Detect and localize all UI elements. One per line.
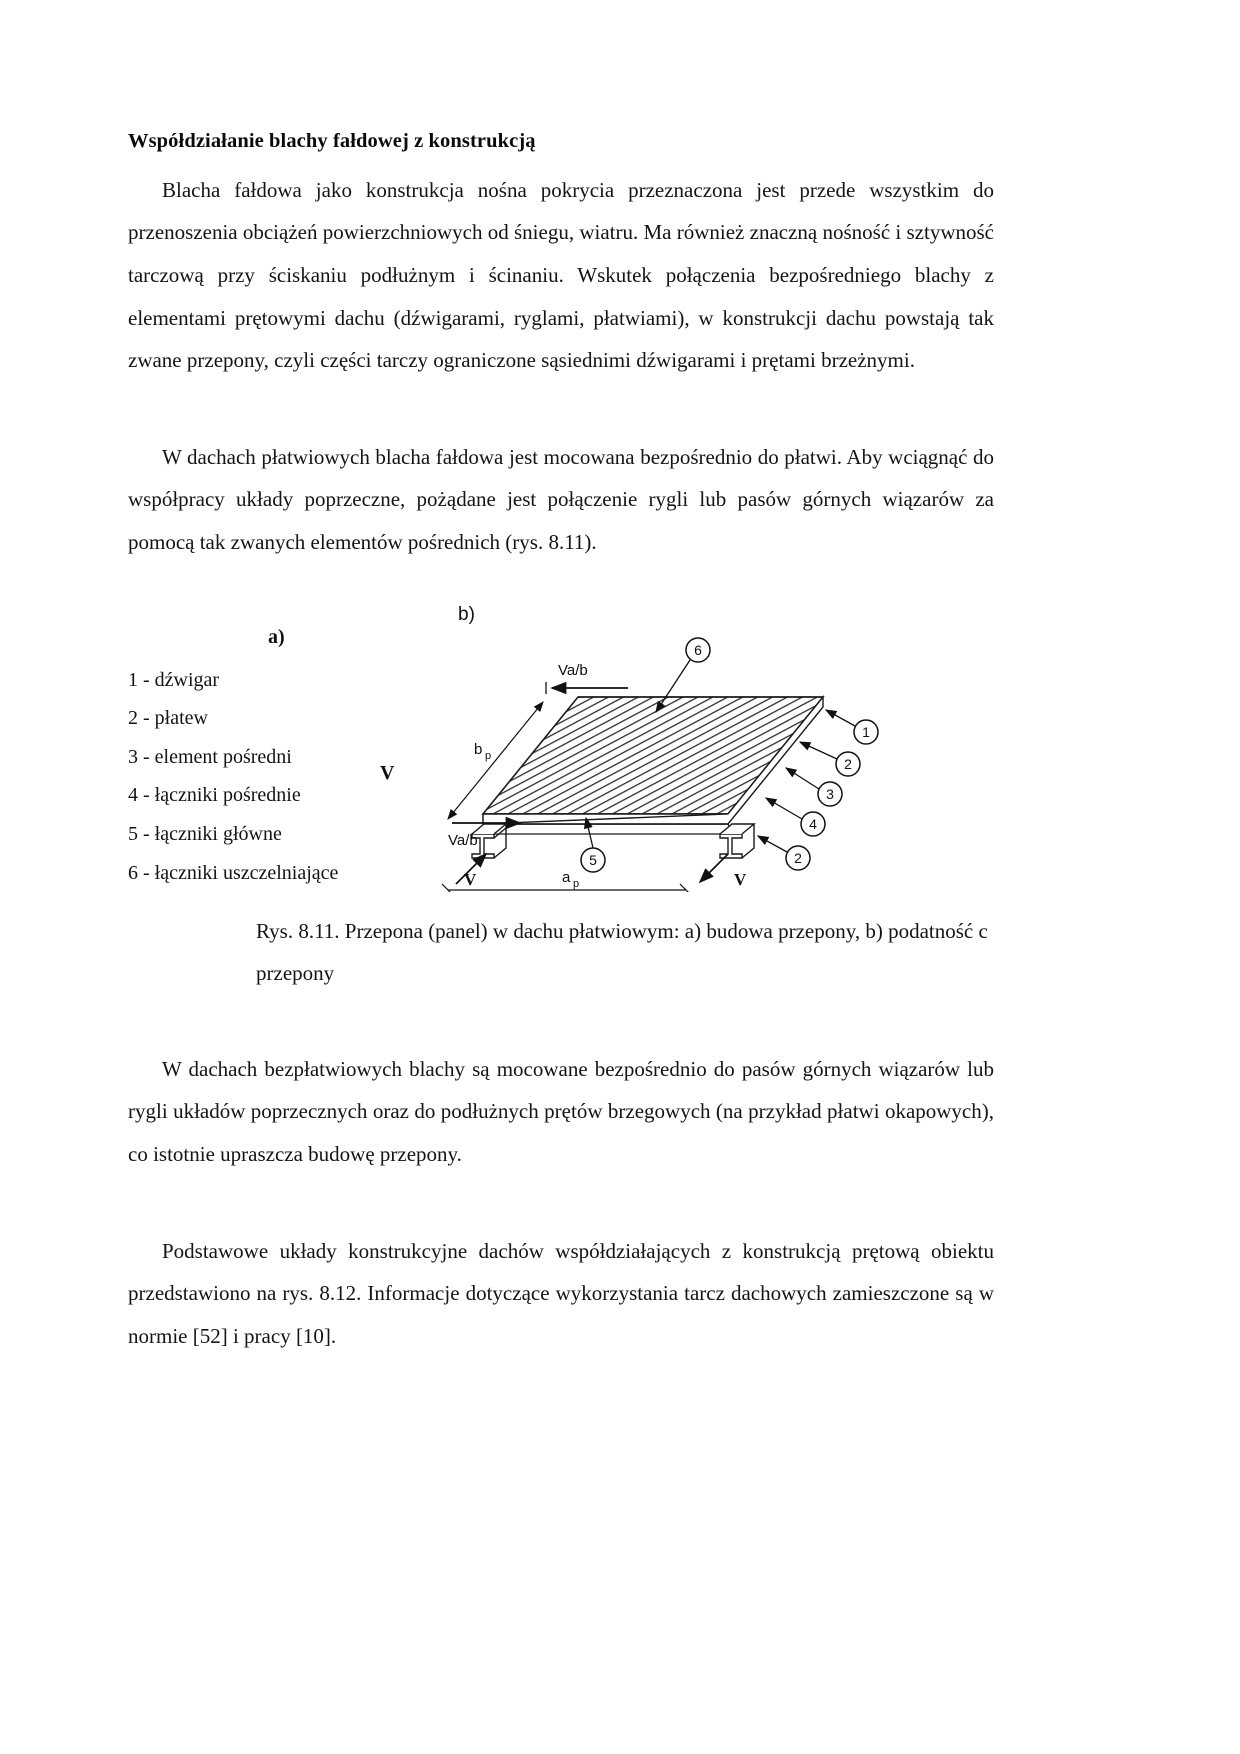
legend-item: 3 - element pośredni [128,745,292,768]
callout-1 [826,710,878,744]
paragraph-structural-systems: Podstawowe układy konstrukcyjne dachów współdziałających z konstrukcją prętową obiektu przedstawiono na rys. 8.12. Informacje dotyczące wykorzystania tarcz dachowych zamieszczone są w normie [52] i pracy [10]. [128,1238,994,1348]
callout-2-upper [800,742,860,776]
figure-8-11 [128,594,994,894]
girder-right [720,824,754,858]
force-va-b-top [546,662,628,694]
figure-part-a-label: a) [268,625,285,648]
shear-arrow-right [700,854,747,889]
dim-bp-sub: p [485,749,492,762]
dimension-ap [442,869,692,892]
callout-3 [786,768,842,806]
page-content [128,128,994,1357]
dim-ap-sub: p [573,877,580,890]
shear-marker-label: V [380,761,395,784]
paragraph-purlin-roofs: W dachach płatwiowych blacha fałdowa jest mocowana bezpośrednio do płatwi. Aby wciągnąć do współpracy układy poprzeczne, pożądane jest połączenie rygli lub pasów górnych wiązarów za pomocą tak zwanych elementów pośrednich (rys. 8.11). [128,444,994,555]
figure-caption: Rys. 8.11. Przepona (panel) w dachu płatwiowym: a) budowa przepony, b) podatność c przepony [256,918,988,985]
shear-left-label: V [464,869,477,889]
force-left-label: Va/b [448,831,478,849]
callout-label: 4 [809,815,817,832]
callout-4 [766,798,825,836]
callout-label: 3 [826,785,834,802]
bottom-chord-lines [483,824,733,834]
callout-2-lower [758,836,810,870]
legend-item: 6 - łączniki uszczelniające [128,861,339,884]
paragraph-purlinless-roofs: W dachach bezpłatwiowych blachy są mocowane bezpośrednio do pasów górnych wiązarów lub rygli układów poprzecznych oraz do podłużnych prętów brzegowych (na przykład płatwi okapowych), co istotnie upraszcza budowę przepony. [128,1056,994,1166]
legend-item: 1 - dźwigar [128,668,220,691]
legend-item: 5 - łączniki główne [128,823,282,846]
shear-arrow-left [456,854,486,889]
callout-label: 2 [844,755,852,772]
page-title: Współdziałanie blachy fałdowej z konstrukcją [128,130,536,152]
callout-5 [581,818,605,872]
figure-part-b-label: b) [458,603,475,625]
paragraph-intro: Blacha fałdowa jako konstrukcja nośna pokrycia przeznaczona jest przede wszystkim do przenoszenia obciążeń powierzchniowych od śniegu, wiatru. Ma również znaczną nośność i sztywność tarczową przy ściskaniu podłużnym i ścinaniu. Wskutek połączenia bezpośredniego blachy z elementami prętowymi dachu (dźwigarami, ryglami, płatwiami), w konstrukcji dachu powstają tak zwane przepony, czyli części tarczy ograniczone sąsiednimi dźwigarami i prętami brzeżnymi. [128,177,994,373]
shear-right-label: V [734,869,747,889]
callout-label: 1 [862,723,870,740]
dim-bp-label: b [474,740,483,758]
callout-label: 5 [589,851,597,868]
force-top-label: Va/b [558,661,588,679]
legend-item: 4 - łączniki pośrednie [128,784,301,807]
figure-legend [128,626,428,893]
dim-ap-label: a [562,868,571,886]
callout-label: 6 [694,641,702,658]
diaphragm-panel-diagram [428,602,998,892]
callout-label: 2 [794,849,802,866]
corrugated-deck [483,697,823,814]
legend-item: 2 - płatew [128,707,208,730]
